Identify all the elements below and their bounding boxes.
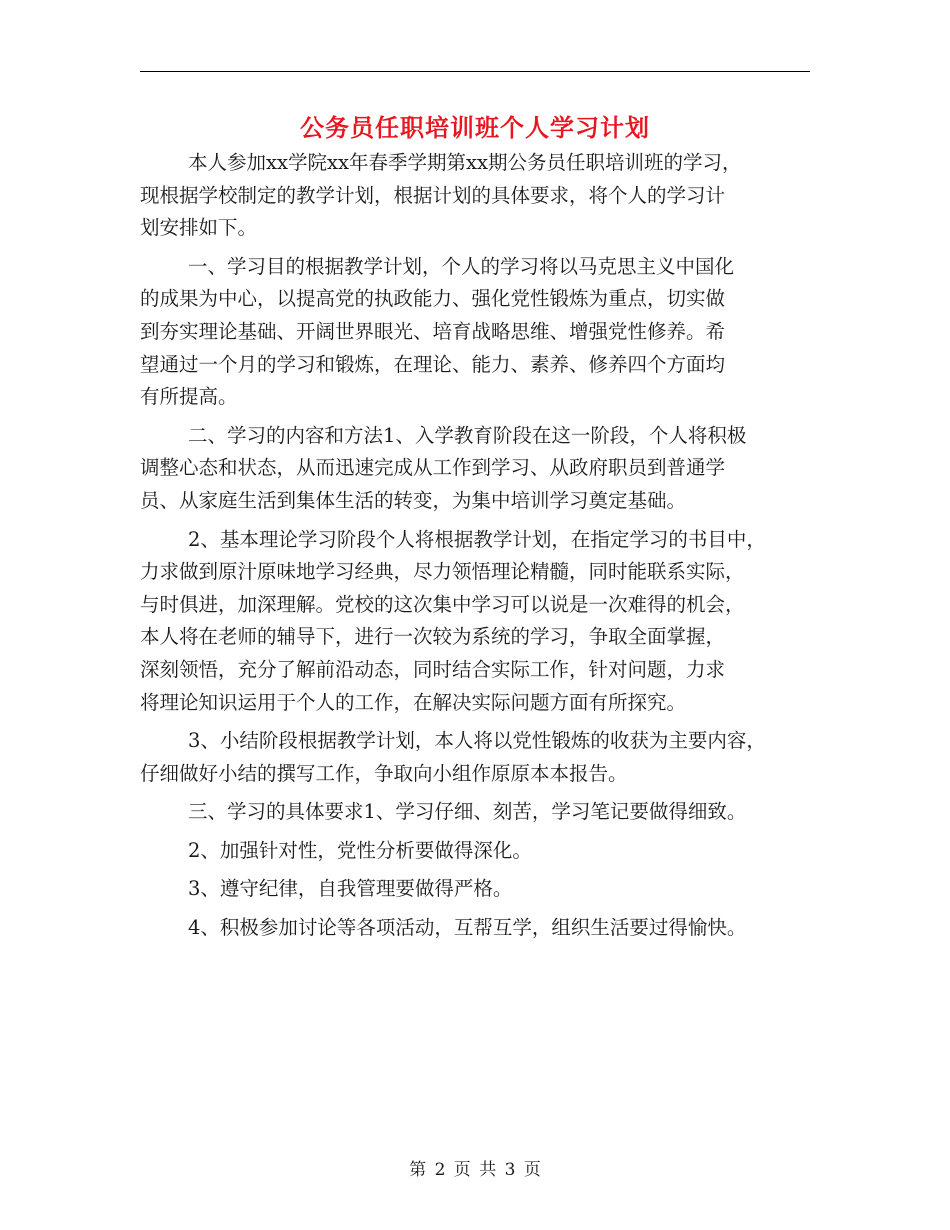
paragraph-requirement-2	[140, 835, 812, 868]
text-line: 划安排如下。	[140, 216, 258, 240]
text-line: 仔细做好小结的撰写工作，争取向小组作原原本本报告。	[140, 761, 628, 785]
paragraph-requirement-4	[140, 912, 812, 945]
document-title: 公务员任职培训班个人学习计划	[300, 114, 650, 142]
text-line: 3、遵守纪律，自我管理要做得严格。	[188, 877, 513, 901]
document-body	[140, 147, 812, 945]
text-line: 本人参加xx学院xx年春季学期第xx期公务员任职培训班的学习，	[188, 151, 742, 174]
text-line: 力求做到原汁原味地学习经典，尽力领悟理论精髓，同时能联系实际，	[140, 560, 745, 584]
text-line: 3、小结阶段根据教学计划，本人将以党性锻炼的收获为主要内容，	[188, 729, 766, 753]
text-line: 调整心态和状态，从而迅速完成从工作到学习、从政府职员到普通学	[140, 456, 726, 480]
text-line: 二、学习的内容和方法1、入学教育阶段在这一阶段，个人将积极	[188, 423, 747, 447]
paragraph-summary-stage	[140, 725, 812, 790]
header-rule	[140, 71, 810, 72]
text-line: 深刻领悟，充分了解前沿动态，同时结合实际工作，针对问题，力求	[140, 657, 726, 681]
page-number-footer: 第 2 页 共 3 页	[409, 1160, 541, 1180]
text-line: 到夯实理论基础、开阔世界眼光、培育战略思维、增强党性修养。希	[140, 319, 726, 343]
text-line: 员、从家庭生活到集体生活的转变，为集中培训学习奠定基础。	[140, 488, 687, 512]
paragraph-section-1	[140, 251, 812, 414]
text-line: 2、基本理论学习阶段个人将根据教学计划，在指定学习的书目中，	[188, 527, 766, 551]
text-line: 望通过一个月的学习和锻炼，在理论、能力、素养、修养四个方面均	[140, 352, 726, 376]
text-line: 本人将在老师的辅导下，进行一次较为系统的学习，争取全面掌握，	[140, 625, 726, 649]
paragraph-section-2	[140, 420, 812, 518]
text-line: 4、积极参加讨论等各项活动，互帮互学，组织生活要过得愉快。	[188, 916, 747, 940]
text-line: 有所提高。	[140, 385, 238, 409]
text-line: 的成果为中心，以提高党的执政能力、强化党性锻炼为重点，切实做	[140, 287, 726, 311]
paragraph-intro	[140, 147, 812, 245]
paragraph-section-3	[140, 796, 812, 829]
text-line: 一、学习目的根据教学计划，个人的学习将以马克思主义中国化	[188, 254, 735, 278]
text-line: 将理论知识运用于个人的工作，在解决实际问题方面有所探究。	[140, 690, 687, 714]
text-line: 与时俱进，加深理解。党校的这次集中学习可以说是一次难得的机会，	[140, 592, 745, 616]
text-line: 2、加强针对性，党性分析要做得深化。	[188, 838, 532, 862]
paragraph-theory-stage	[140, 524, 812, 720]
text-line: 现根据学校制定的教学计划，根据计划的具体要求，将个人的学习计	[140, 183, 726, 207]
text-line: 三、学习的具体要求1、学习仔细、刻苦，学习笔记要做得细致。	[188, 800, 747, 824]
paragraph-requirement-3	[140, 873, 812, 906]
